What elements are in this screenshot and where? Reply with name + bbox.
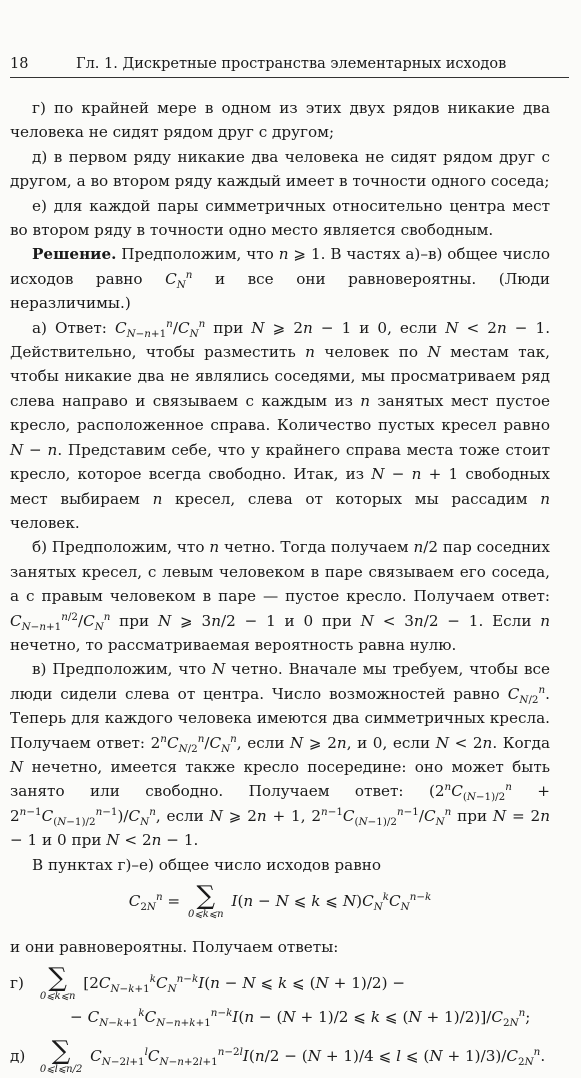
solution-intro: Решение. Предположим, что n ⩾ 1. В частях а)–в) общее число исходов равно $C_N^n$ и все они равновероятны. (Люди неразличимы.) [10, 245, 550, 313]
sum-sign: ∑ 0⩽l⩽n/2 [39, 1035, 83, 1075]
item-e: е) для каждой пары симметричных относительно центра мест во втором ряду в точности одно место является свободным. [10, 196, 550, 240]
answer-d: д) ∑ 0⩽l⩽n/2 $C_{N-2l+1}^lC_{N-n+2l+1}^{n-2l}I(n/2 - (N + 1)/4$ ⩽ l ⩽ $(N + 1)/3)/C_{2N}^n$. [10, 1035, 546, 1075]
parts-gde-outro: и они равновероятны. Получаем ответы: [10, 938, 339, 956]
running-title: Гл. 1. Дискретные пространства элементарных исходов [76, 56, 507, 72]
item-d: д) в первом ряду никакие два человека не сидят рядом друг с другом, а во втором ряду каждый имеет в точности одного соседа; [10, 147, 550, 191]
answer-g-line2: − $C_{N-k+1}^kC_{N-n+k+1}^{n-k}I(n - (N + 1)/2$ ⩽ k ⩽ $(N + 1)/2)]/C_{2N}^n$; [70, 1007, 531, 1030]
page-number: 18 [10, 56, 29, 72]
part-a: а) Ответ: $C_{N-n+1}^n/C_N^n$ при N ⩾ 2n − 1 и 0, если N < 2n − 1. Действительно, чтобы разместить n человек по N местам так, чтобы никакие два не являлись соседями, мы просматриваем ряд слева направо и связываем с каждым из n занятых мест пустое кресло, расположенное справа. Количество пустых кресел равно N − n. Представим себе, что у крайнего справа места тоже стоит кресло, которое всегда свободно. Итак, из N − n + 1 свободных мест выбираем n кресел, слева от которых мы рассадим n человек. [10, 317, 551, 532]
solution-label: Решение. [32, 245, 117, 264]
total-outcomes-formula: $C_{2N}^n$ = ∑ 0⩽k⩽n I(n − N ⩽ k ⩽ $N)C_N^kC_N^{n-k}$ [128, 881, 432, 920]
running-header [10, 55, 569, 78]
sum-sign: ∑ 0⩽k⩽n [188, 881, 224, 920]
answer-d-label: д) [10, 1046, 26, 1065]
answer-g-label: г) [10, 974, 24, 993]
answer-g-line1: г) ∑ 0⩽k⩽n [$2C_{N-k+1}^kC_N^{n-k}I(n - N$ ⩽ k ⩽ (N + 1)/2) − [10, 963, 406, 1003]
item-g: г) по крайней мере в одном из этих двух рядов никакие два человека не сидят рядом друг с другом; [10, 99, 550, 142]
part-c: в) Предположим, что N четно. Вначале мы требуем, чтобы все люди сидели слева от центра. Число возможностей равно $C_{N/2}^n$. Теперь для каждого человека имеются два симметричных кресла. Получаем ответ: $2^nC_{N/2}^n/C_N^n$, если N ⩾ 2n, и 0, если N < 2n. Когда N нечетно, имеется также кресло посередине: оно может быть занято или свободно. Получаем ответ: $(2^nC_{(N-1)/2}^n + 2^{n-1}C_{(N-1)/2}^{n-1})/C_N^n$, если N ⩾ 2n + 1, $2^{n-1}C_{(N-1)/2}^{n-1}/C_N^n$ при N = 2n − 1 и 0 при N < 2n − 1. [10, 660, 551, 850]
sum-sign: ∑ 0⩽k⩽n [39, 963, 76, 1003]
page-body [10, 96, 550, 1078]
parts-gde-intro: В пунктах г)–е) общее число исходов равно [32, 855, 382, 874]
part-b: б) Предположим, что n четно. Тогда получаем n/2 пар соседних занятых кресел, с левым человеком в паре связываем его соседа, а с правым человеком в паре — пустое кресло. Получаем ответ: $C_{N-n+1}^{n/2}/C_N^n$ при N ⩾ 3n/2 − 1 и 0 при N < 3n/2 − 1. Если n нечетно, то рассматриваемая вероятность равна нулю. [10, 538, 551, 654]
